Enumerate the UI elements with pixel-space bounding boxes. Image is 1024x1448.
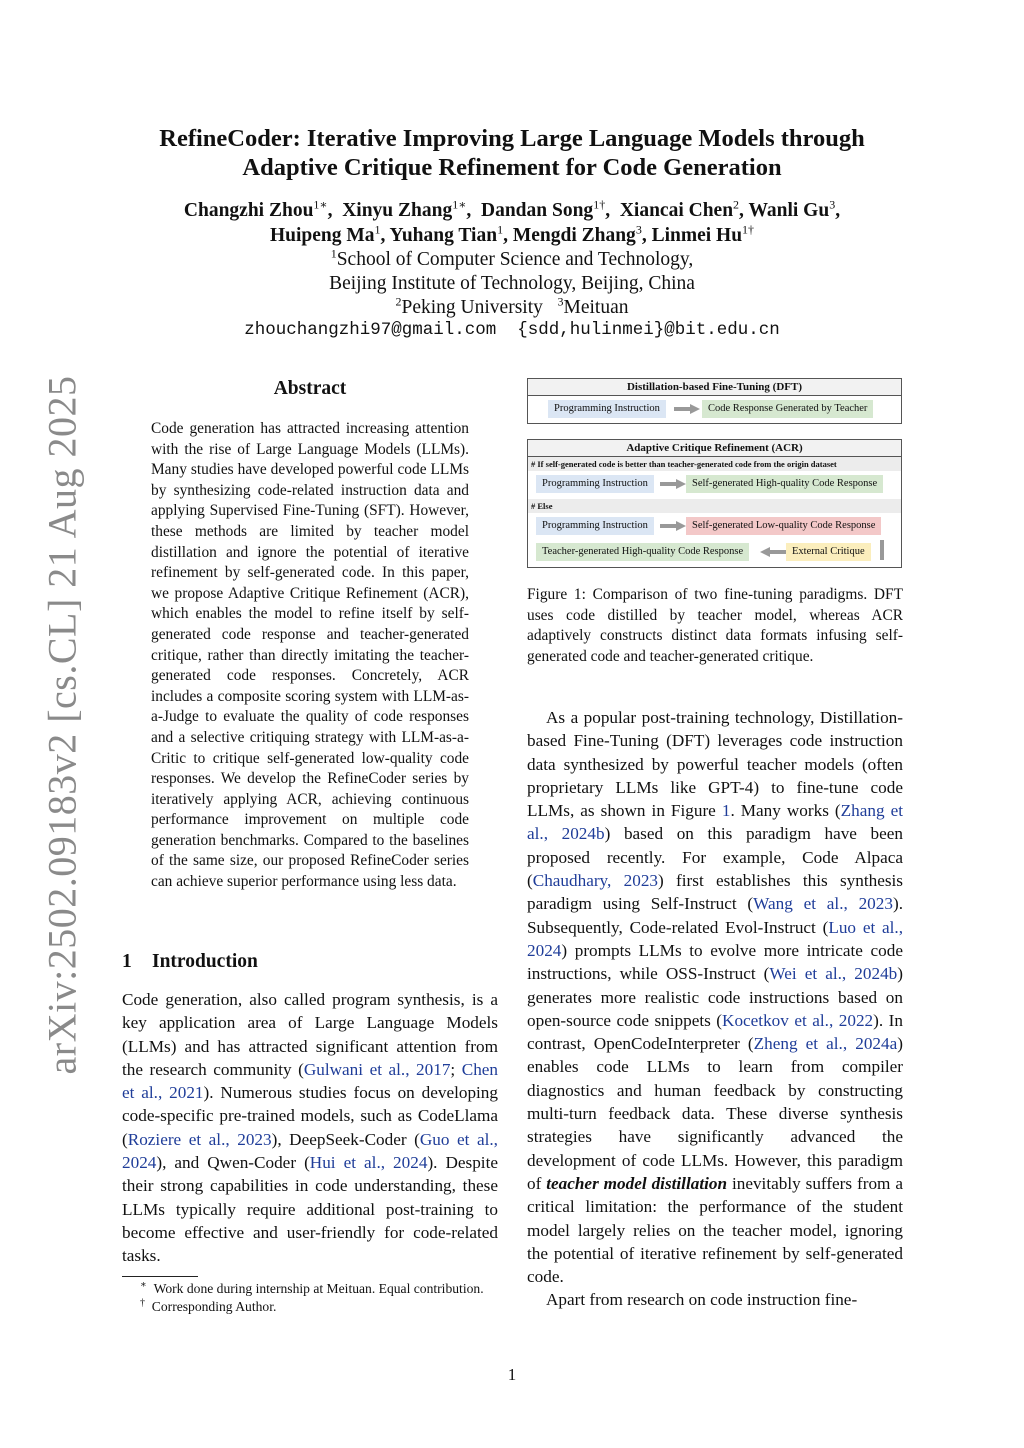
affiliations: [60, 248, 964, 320]
affil-mark: 1: [330, 246, 337, 261]
affiliation-line: [60, 296, 964, 320]
author-emails: zhouchangzhi97@gmail.com {sdd,hulinmei}@bit.edu.cn: [244, 320, 780, 340]
citation-link[interactable]: Zheng et al., 2024a: [753, 1034, 898, 1054]
affiliation-line: Beijing Institute of Technology, Beijing, China: [329, 273, 695, 294]
text-run: ), DeepSeek-Coder (: [271, 1129, 420, 1149]
footnotes: [122, 1280, 498, 1316]
author-name: Huipeng Ma: [269, 225, 375, 246]
text-run: Code generation, also called program synthesis, is a key application area of Large Language Models (LLMs) and has attracted significant attention from the research community (: [122, 990, 498, 1079]
citation-link[interactable]: Wang et al., 2023: [753, 894, 893, 914]
author-name: Mengdi Zhang: [512, 225, 636, 246]
right-arrow-icon: [660, 521, 686, 531]
acr-low-quality-row: [528, 513, 901, 539]
section-number: 1: [122, 951, 132, 972]
author-affil-mark: 1†: [593, 197, 606, 212]
affiliation-line: [60, 248, 964, 272]
right-arrow-icon: [660, 479, 686, 489]
text-run: ) first establishes this synthesis paradigm using Self-Instruct (: [527, 871, 903, 914]
author-line-1: Changzhi Zhou$^{1∗}$, Xinyu Zhang$^{1∗}$, Dandan Song$^{1\dagger}$, Xiancai Chen$^2$, Wanli Gu$^3$,: [183, 197, 841, 221]
citation-link[interactable]: Gulwani et al., 2017: [303, 1059, 451, 1079]
introduction-paragraph: [122, 988, 498, 1268]
author-list: [60, 198, 964, 248]
author-affil-mark: 1: [374, 222, 381, 237]
author-affil-mark: 1: [497, 222, 504, 237]
title-line-1: RefineCoder: Iterative Improving Large Language Models through: [159, 125, 865, 152]
dft-title: Distillation-based Fine-Tuning (DFT): [528, 379, 901, 396]
text-run: ). Numerous studies focus on developing code-specific pre-trained models, such as CodeLlama (: [122, 1083, 498, 1149]
footnote-text: Corresponding Author.: [151, 1299, 277, 1314]
abstract-heading: Abstract: [273, 378, 347, 399]
affil-mark: 2: [395, 294, 402, 309]
figure-dft-panel: [527, 378, 902, 424]
abstract-text: Code generation has attracted increasing attention with the rise of Large Language Models (LLMs). Many studies have developed powerful code LLMs by synthesizing code-related instruction data and applying Supervised Fine-Tuning (SFT). However, these methods are limited by teacher model distillation and ignore the potential of iterative refinement by self-generated code. In this paper, we propose Adaptive Critique Refinement (ACR), which enables the model to refine itself by self-generated code response and teacher-generated critique, rather than directly imitating the teacher-generated code responses. Concretely, ACR includes a composite scoring system with LLM-as-a-Judge to evaluate the quality of code responses and a selective critiquing strategy with LLM-as-a-Critic to critique self-generated low-quality code responses. We develop the RefineCoder series by iteratively applying ACR, achieving continuous performance improvement on multiple code generation benchmarks. Compared to the baselines of the same size, our proposed RefineCoder series can achieve superior performance using less data.: [151, 420, 469, 891]
author-name: Xinyu Zhang: [342, 200, 453, 221]
acr-else-condition: # Else: [528, 499, 901, 513]
affil-text: Meituan: [563, 297, 629, 318]
dft-instruction-box: Programming Instruction: [548, 400, 666, 418]
text-run: ) prompts LLMs to evolve more intricate code instructions, while OSS-Instruct (: [527, 940, 903, 984]
citation-link[interactable]: Kocetkov et al., 2022: [722, 1010, 874, 1030]
text-run: . Many works (: [730, 801, 841, 821]
text-run: ). Despite their strong capabilities in code understanding, these LLMs typically require additional post-training to become effective and user-friendly for code-related tasks.: [122, 1153, 498, 1266]
text-run: As a popular post-training technology, Distillation-based Fine-Tuning (DFT) leverages code instruction data synthesized by powerful teacher models (often proprietary LLMs like GPT-4) to fine-tune code LLMs, as shown in Figure: [527, 708, 903, 821]
footnote-mark: †: [140, 1297, 145, 1309]
footnote-text: Work done during internship at Meituan. Equal contribution.: [153, 1281, 484, 1296]
text-run: ), and Qwen-Coder (: [156, 1153, 310, 1173]
connector-line: [880, 540, 884, 560]
figure-caption: Figure 1: Comparison of two fine-tuning paradigms. DFT uses code distilled by teacher model, whereas ACR adaptively constructs distinct data formats infusing self-generated code and teacher-generated critique.: [527, 586, 903, 665]
citation-link[interactable]: Luo et al., 2024: [527, 917, 904, 960]
footnote-rule: [122, 1276, 198, 1277]
right-arrow-icon: [674, 404, 700, 414]
figure-ref-link[interactable]: 1: [721, 801, 731, 821]
author-name: Linmei Hu: [651, 225, 743, 246]
acr-self-low-quality-box: Self-generated Low-quality Code Response: [686, 517, 881, 535]
author-name: Changzhi Zhou: [183, 200, 314, 221]
acr-self-high-quality-box: Self-generated High-quality Code Response: [686, 475, 883, 493]
acr-teacher-high-quality-box: Teacher-generated High-quality Code Response: [536, 543, 749, 561]
dft-teacher-response-box: Code Response Generated by Teacher: [702, 400, 873, 418]
right-column-text: [527, 706, 903, 1312]
emphasis: teacher model distillation: [546, 1173, 728, 1193]
acr-instruction-box: Programming Instruction: [536, 475, 654, 493]
citation-link[interactable]: Guo et al., 2024: [122, 1129, 498, 1173]
author-affil-mark: 1∗: [313, 197, 328, 212]
citation-link[interactable]: Wei et al., 2024b: [769, 964, 898, 984]
author-line-2: Huipeng Ma$^1$, Yuhang Tian$^1$, Mengdi Zhang$^3$, Linmei $Hu^{1\dagger}$: [269, 222, 755, 246]
paper-title: [100, 124, 924, 182]
affil-text: Peking University: [401, 297, 543, 318]
author-affil-mark: 3: [829, 197, 836, 212]
affil-text: School of Computer Science and Technology,: [336, 249, 694, 270]
acr-critique-row: [528, 539, 901, 565]
acr-title: Adaptive Critique Refinement (ACR): [528, 440, 901, 457]
citation-link[interactable]: Roziere et al., 2023: [127, 1129, 272, 1149]
author-name: Xiancai Chen: [619, 200, 734, 221]
author-affil-mark: 1†: [742, 222, 755, 237]
author-name: Yuhang Tian: [389, 225, 498, 246]
text-run: inevitably suffers from a critical limitation: the performance of the student model largely relies on the teacher model, ignoring the potential of iterative refinement by self-generated code.: [527, 1173, 903, 1287]
acr-external-critique-box: External Critique: [786, 543, 871, 561]
figure-acr-panel: [527, 439, 902, 568]
paragraph: Apart from research on code instruction fine-: [546, 1290, 858, 1310]
text-run: ). In contrast, OpenCodeInterpreter (: [527, 1010, 904, 1054]
author-name: Wanli Gu: [748, 200, 830, 221]
footnote: [122, 1298, 498, 1316]
author-affil-mark: 2: [733, 197, 740, 212]
citation-link[interactable]: Chen et al., 2021: [122, 1059, 499, 1103]
section-title: Introduction: [152, 951, 258, 972]
text-run: ;: [450, 1059, 462, 1079]
dft-row: [528, 396, 901, 422]
acr-high-quality-row: [528, 471, 901, 497]
author-affil-mark: 1∗: [452, 197, 467, 212]
section-heading-introduction: [122, 951, 258, 973]
page-number: 1: [507, 1365, 517, 1384]
text-run: ) enables code LLMs to learn from compiler diagnostics and human feedback by constructing multi-turn feedback data. These diverse synthesis strategies have significantly advanced the development of code LLMs. However, this paradigm of: [527, 1034, 903, 1193]
citation-link[interactable]: Chaudhary, 2023: [532, 871, 659, 891]
citation-link[interactable]: Zhang et al., 2024b: [527, 801, 903, 844]
footnote: [122, 1280, 498, 1298]
text-run: ). Subsequently, Code-related Evol-Instruct (: [527, 894, 903, 937]
footnote-mark: ∗: [140, 1279, 147, 1291]
arxiv-identifier: arXiv:2502.09183v2 [cs.CL] 21 Aug 2025: [39, 375, 85, 1075]
text-run: ) generates more realistic code instructions based on open-source code snippets (: [527, 964, 903, 1030]
paragraph: [527, 706, 903, 1288]
acr-instruction-box: Programming Instruction: [536, 517, 654, 535]
left-arrow-icon: [760, 547, 786, 557]
text-run: ) based on this paradigm have been proposed recently. For example, Code Alpaca (: [527, 824, 903, 891]
acr-if-condition: # If self-generated code is better than teacher-generated code from the origin dataset: [528, 457, 901, 471]
author-affil-mark: 3: [635, 222, 642, 237]
title-line-2: Adaptive Critique Refinement for Code Generation: [242, 154, 782, 181]
citation-link[interactable]: Hui et al., 2024: [309, 1153, 428, 1173]
affil-mark: 3: [557, 294, 564, 309]
author-name: Dandan Song: [481, 200, 594, 221]
